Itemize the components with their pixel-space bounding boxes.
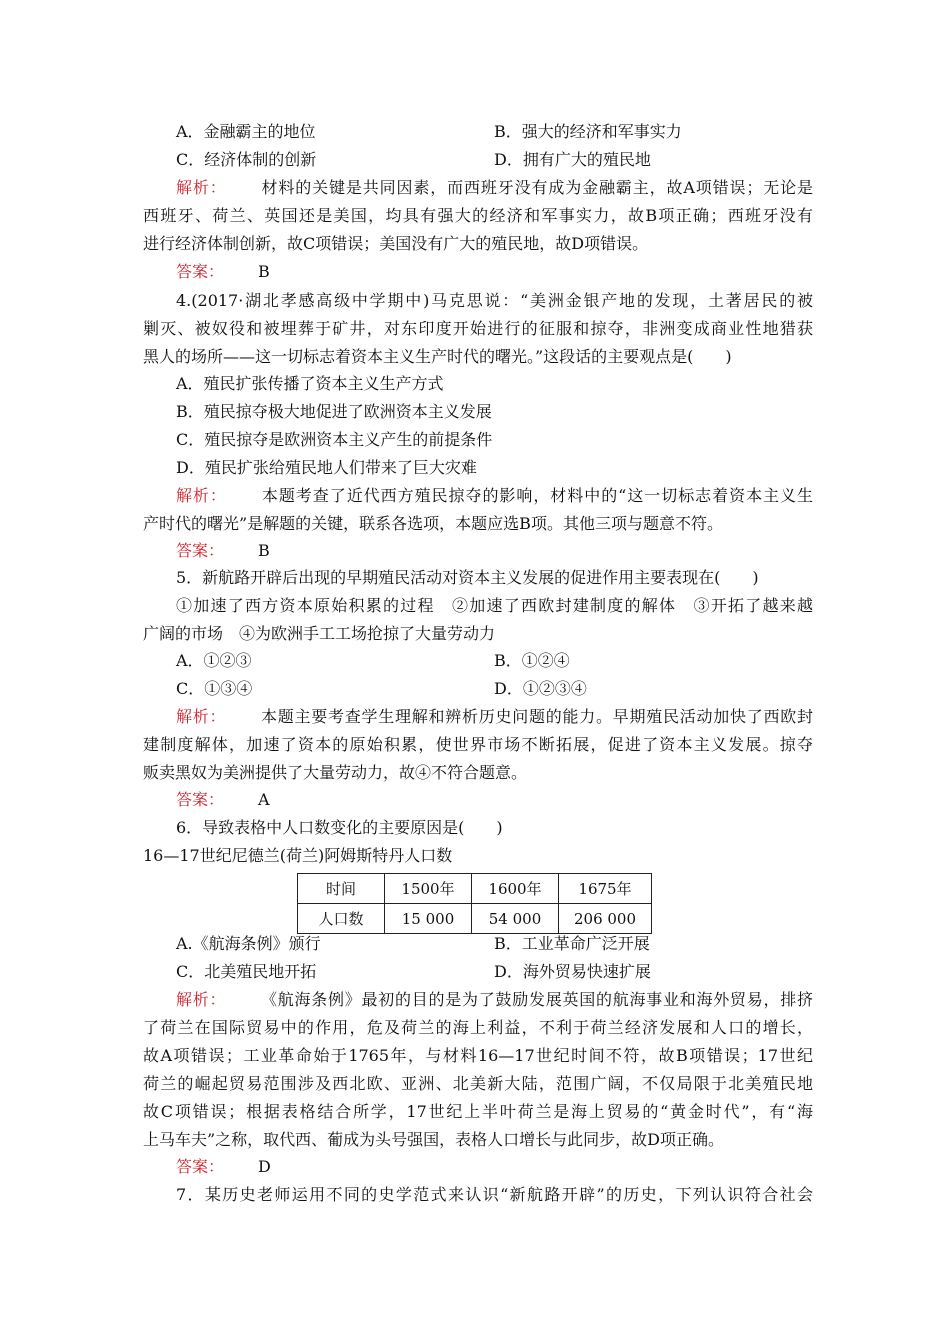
q6-table-title: 16—17世纪尼德兰(荷兰)阿姆斯特丹人口数: [143, 846, 453, 865]
q6-analysis-line-6: 上马车夫”之称，取代西、葡成为头号强国，表格人口增长与此同步，故D项正确。: [143, 1130, 725, 1149]
q3-option-a: A．金融霸主的地位: [176, 122, 316, 141]
analysis-label: 解析：: [176, 990, 227, 1009]
analysis-label: 解析：: [176, 707, 227, 726]
q6-analysis-line-4: 荷兰的崛起贸易范围涉及西北欧、亚洲、北美新大陆，范围广阔，不仅局限于北美殖民地: [143, 1074, 813, 1093]
q6-analysis-line-2: 了荷兰在国际贸易中的作用，危及荷兰的海上利益，不利于荷兰经济发展和人口的增长，: [143, 1018, 813, 1037]
q5-answer: [176, 786, 846, 814]
table-cell: 15 000: [385, 904, 472, 934]
q6-analysis-line-1: 解析： 《航海条例》最初的目的是为了鼓励发展英国的航海事业和海外贸易，排挤: [176, 990, 813, 1009]
table-header-cell: 1675年: [559, 874, 652, 904]
table-row: [298, 904, 652, 934]
table-cell: 206 000: [559, 904, 652, 934]
q4-option-c: C．殖民掠夺是欧洲资本主义产生的前提条件: [176, 430, 493, 449]
q3-analysis-line-2: 西班牙、荷兰、英国还是美国，均具有强大的经济和军事实力，故B项正确；西班牙没有: [143, 206, 813, 225]
q6-option-c: C．北美殖民地开拓: [176, 962, 317, 981]
q4-analysis-line-2: 产时代的曙光”是解题的关键，联系各选项，本题应选B项。其他三项与题意不符。: [143, 514, 723, 533]
q7-stem-line-1: 7．某历史老师运用不同的史学范式来认识“新航路开辟”的历史，下列认识符合社会: [176, 1185, 813, 1204]
q5-answer-value: A: [258, 790, 270, 809]
q6-option-b: B．工业革命广泛开展: [494, 934, 650, 953]
q6-analysis-line-3: 故A项错误；工业革命始于1765年，与材料16—17世纪时间不符，故B项错误；17世纪: [143, 1046, 813, 1065]
q4-stem-line-2: 剿灭、被奴役和被埋葬于矿井，对东印度开始进行的征服和掠夺，非洲变成商业性地猎获: [143, 319, 813, 338]
q6-stem: 6．导致表格中人口数变化的主要原因是( ): [176, 818, 503, 837]
q5-option-a: A．①②③: [176, 651, 252, 670]
q5-option-c: C．①③④: [176, 679, 253, 698]
q4-option-d: D．殖民扩张给殖民地人们带来了巨大灾难: [176, 458, 477, 477]
q5-stem-line-1: 5．新航路开辟后出现的早期殖民活动对资本主义发展的促进作用主要表现在( ): [176, 568, 759, 587]
q3-option-d: D．拥有广大的殖民地: [494, 150, 651, 169]
q6-option-d: D．海外贸易快速扩展: [494, 962, 651, 981]
table-cell: 人口数: [298, 904, 385, 934]
q3-answer: [176, 258, 846, 286]
q5-option-d: D．①②③④: [494, 679, 587, 698]
q3-answer-value: B: [258, 262, 270, 281]
q5-analysis-line-2: 建制度解体，加速了资本的原始积累，使世界市场不断拓展，促进了资本主义发展。掠夺: [143, 735, 813, 754]
q5-stem-line-3: 广阔的市场 ④为欧洲手工工场抢掠了大量劳动力: [143, 624, 496, 643]
q5-analysis-line-1: 解析： 本题主要考查学生理解和辨析历史问题的能力。早期殖民活动加快了西欧封: [176, 707, 813, 726]
answer-label: 答案：: [176, 790, 225, 809]
q4-answer-value: B: [258, 541, 270, 560]
q4-option-b: B．殖民掠夺极大地促进了欧洲资本主义发展: [176, 402, 492, 421]
q4-analysis-line-1: 解析： 本题考查了近代西方殖民掠夺的影响，材料中的“这一切标志着资本主义生: [176, 486, 813, 505]
q3-analysis-line-3: 进行经济体制创新，故C项错误；美国没有广大的殖民地，故D项错误。: [143, 234, 649, 253]
population-table: [297, 873, 652, 934]
q5-analysis-line-3: 贩卖黑奴为美洲提供了大量劳动力，故④不符合题意。: [143, 763, 528, 782]
q4-option-a: A．殖民扩张传播了资本主义生产方式: [176, 374, 444, 393]
q6-answer: [176, 1153, 846, 1181]
q4-answer: [176, 537, 846, 565]
table-header-cell: 1600年: [472, 874, 559, 904]
q5-stem-line-2: ①加速了西方资本原始积累的过程 ②加速了西欧封建制度的解体 ③开拓了越来越: [176, 596, 813, 615]
q4-stem-line-1: 4.(2017·湖北孝感高级中学期中)马克思说：“美洲金银产地的发现，土著居民的被: [176, 291, 813, 310]
answer-label: 答案：: [176, 262, 225, 281]
q3-option-c: C．经济体制的创新: [176, 150, 317, 169]
table-header-cell: 1500年: [385, 874, 472, 904]
answer-label: 答案：: [176, 1157, 225, 1176]
q6-option-a: A.《航海条例》颁行: [176, 934, 321, 953]
q5-option-b: B．①②④: [494, 651, 570, 670]
table-cell: 54 000: [472, 904, 559, 934]
analysis-label: 解析：: [176, 486, 227, 505]
table-header-row: [298, 874, 652, 904]
analysis-label: 解析：: [176, 178, 227, 197]
q3-analysis-line-1: 解析： 材料的关键是共同因素，而西班牙没有成为金融霸主，故A项错误；无论是: [176, 178, 813, 197]
q6-analysis-line-5: 故C项错误；根据表格结合所学，17世纪上半叶荷兰是海上贸易的“黄金时代”，有“海: [143, 1102, 813, 1121]
q3-option-b: B．强大的经济和军事实力: [494, 122, 682, 141]
q6-answer-value: D: [258, 1157, 271, 1176]
answer-label: 答案：: [176, 541, 225, 560]
q4-stem-line-3: 黑人的场所——这一切标志着资本主义生产时代的曙光。”这段话的主要观点是( ): [143, 347, 732, 366]
table-header-cell: 时间: [298, 874, 385, 904]
